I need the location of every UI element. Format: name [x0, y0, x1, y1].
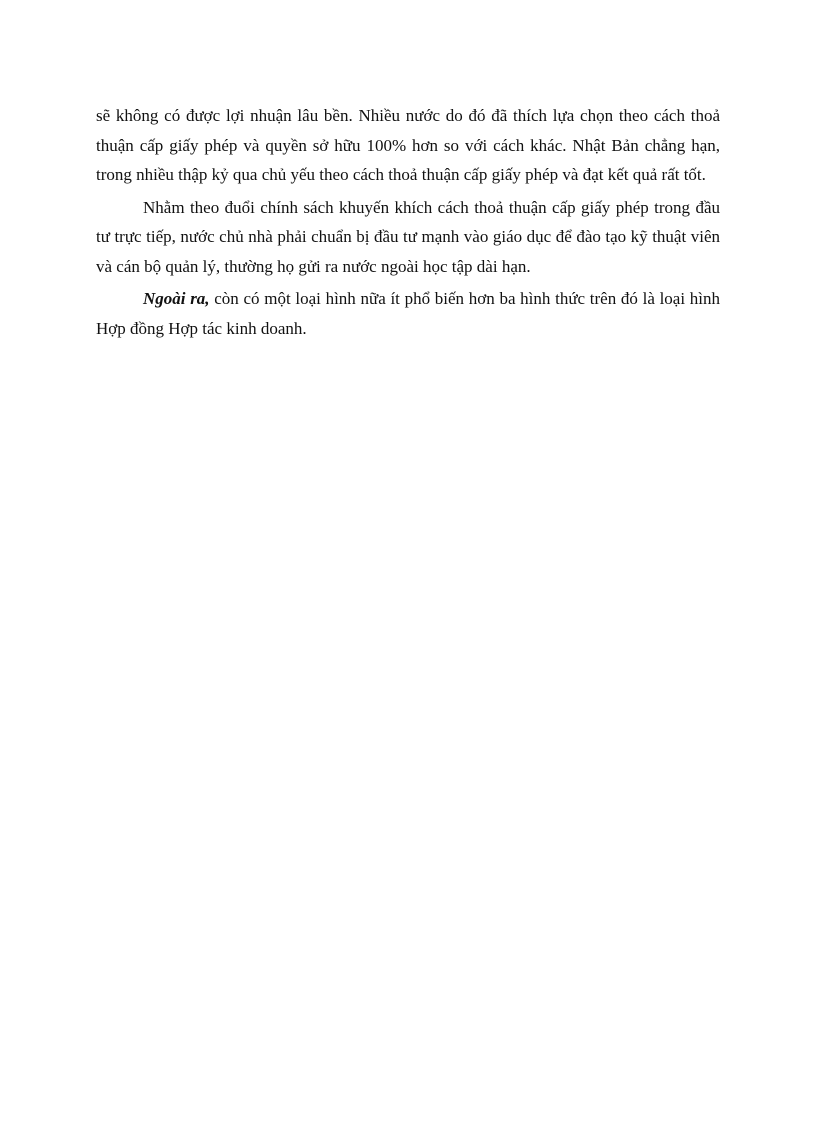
paragraph-1: sẽ không có được lợi nhuận lâu bền. Nhiều nước do đó đã thích lựa chọn theo cách thoả thuận cấp giấy phép và quyền sở hữu 100% hơn so với cách khác. Nhật Bản chẳng hạn, trong nhiều thập kỷ qua chủ yếu theo cách thoả thuận cấp giấy phép và đạt kết quả rất tốt. — [96, 106, 720, 184]
paragraph-3-text: còn có một loại hình nữa ít phổ biến hơn ba hình thức trên đó là loại hình Hợp đồng Hợp tác kinh doanh. — [96, 289, 720, 338]
paragraph-2: Nhằm theo đuổi chính sách khuyến khích cách thoả thuận cấp giấy phép trong đầu tư trực tiếp, nước chủ nhà phải chuẩn bị đầu tư mạnh vào giáo dục để đào tạo kỹ thuật viên và cán bộ quản lý, thường họ gửi ra nước ngoài học tập dài hạn. — [96, 197, 720, 276]
document-body — [96, 101, 720, 346]
paragraph-3 — [96, 284, 720, 343]
paragraph-3-lead: Ngoài ra, — [143, 289, 210, 308]
